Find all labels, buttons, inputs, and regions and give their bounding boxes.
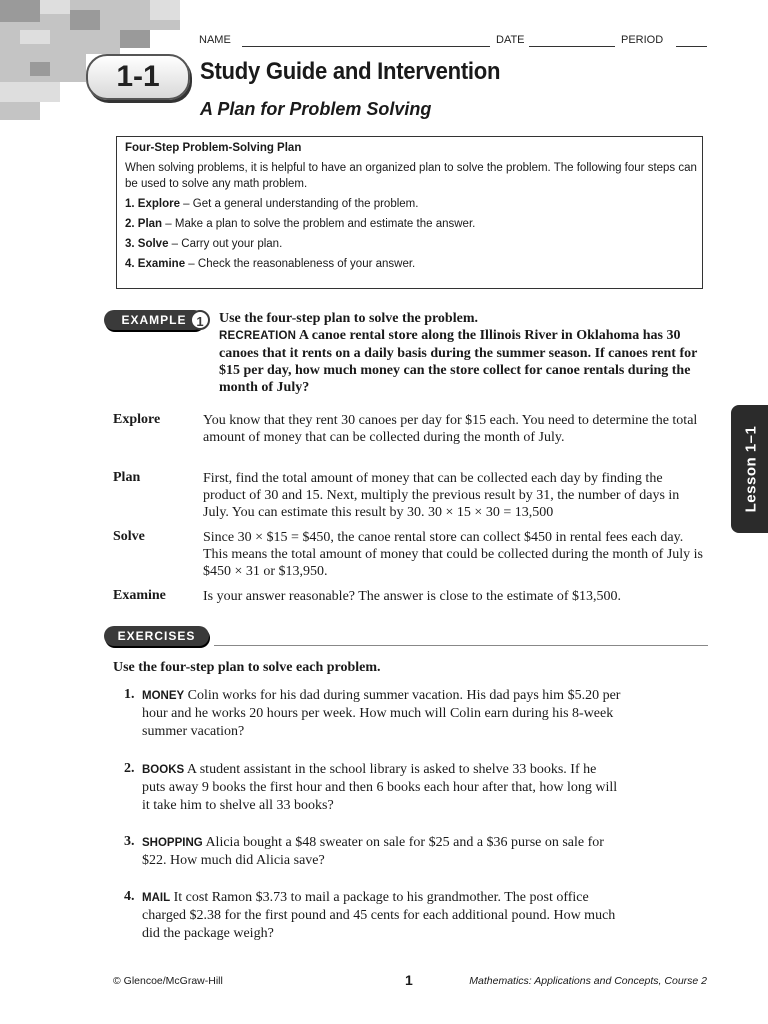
name-label: NAME bbox=[199, 34, 231, 46]
footer-book-title: Mathematics: Applications and Concepts, Course 2 bbox=[469, 975, 707, 987]
solution-step-label: Examine bbox=[113, 588, 166, 603]
exercise-number: 1. bbox=[124, 687, 135, 702]
example-problem bbox=[219, 310, 699, 396]
solution-step-text: First, find the total amount of money that can be collected each day by finding the product of 30 and 15. Next, multiply the previous result by 31, the number of days in July. You can estimate this result by 30. 30 × 15 × 30 = 13,500 bbox=[203, 471, 680, 520]
exercises-banner: EXERCISES bbox=[104, 626, 209, 646]
date-label: DATE bbox=[496, 34, 525, 46]
period-blank[interactable] bbox=[676, 46, 707, 47]
exercise-text: It cost Ramon $3.73 to mail a package to his grandmother. The post office charged $2.38 for the first pound and 45 cents for each additional pound. How much did the package weigh? bbox=[142, 890, 616, 941]
exercise-text: Alicia bought a $48 sweater on sale for $25 and a $36 purse on sale for $22. How much did Alicia save? bbox=[142, 835, 604, 868]
exercise-category: SHOPPING bbox=[142, 837, 203, 849]
plan-step: 2. Plan – Make a plan to solve the problem and estimate the answer. bbox=[125, 218, 476, 230]
exercise-text: Colin works for his dad during summer vacation. His dad pays him $5.20 per hour and he works 20 hours per week. How much will Colin earn during his 8-week summer vacation? bbox=[142, 688, 621, 739]
plan-step: 3. Solve – Carry out your plan. bbox=[125, 238, 283, 250]
plan-step-name: Plan bbox=[137, 218, 163, 230]
lesson-side-tab bbox=[731, 405, 768, 533]
solution-step-text: Since 30 × $15 = $450, the canoe rental store can collect $450 in rental fees each day. This means the total amount of money that could be collected during the month of July is $450 × 31 or $13,950. bbox=[203, 530, 704, 579]
example-category: RECREATION bbox=[219, 330, 297, 342]
exercise-category: MAIL bbox=[142, 892, 171, 904]
exercise-text: A student assistant in the school library is asked to shelve 33 books. If he puts away 9 books the first hour and then 6 books each hour after that, how long will it take him to shelve all 33 books? bbox=[142, 762, 618, 813]
solution-step-text: You know that they rent 30 canoes per day for $15 each. You need to determine the total amount of money that can be collected during the month of July. bbox=[203, 413, 698, 445]
lesson-number-badge: 1-1 bbox=[86, 54, 190, 100]
plan-step: 4. Examine – Check the reasonableness of your answer. bbox=[125, 258, 416, 270]
plan-step-name: Examine bbox=[137, 258, 186, 270]
exercise-item bbox=[142, 761, 622, 815]
exercise-category: BOOKS bbox=[142, 764, 185, 776]
page-number: 1 bbox=[405, 972, 413, 988]
plan-step-name: Solve bbox=[137, 238, 169, 250]
exercise-item bbox=[142, 889, 622, 943]
page-subtitle: A Plan for Problem Solving bbox=[200, 99, 432, 119]
solution-step-text: Is your answer reasonable? The answer is close to the estimate of $13,500. bbox=[203, 589, 622, 604]
exercise-category: MONEY bbox=[142, 690, 185, 702]
plan-step: 1. Explore – Get a general understanding of the problem. bbox=[125, 198, 419, 210]
four-step-plan-box bbox=[116, 136, 703, 289]
exercise-item bbox=[142, 687, 622, 741]
exercise-number: 3. bbox=[124, 834, 135, 849]
example-number: 1 bbox=[190, 310, 210, 330]
solution-step-label: Plan bbox=[113, 470, 141, 485]
exercise-item bbox=[142, 834, 622, 870]
exercise-number: 4. bbox=[124, 889, 135, 904]
plan-box-heading: Four-Step Problem-Solving Plan bbox=[125, 142, 302, 154]
name-blank[interactable] bbox=[242, 46, 490, 47]
page-title: Study Guide and Intervention bbox=[200, 58, 501, 85]
plan-step-name: Explore bbox=[137, 198, 180, 210]
period-label: PERIOD bbox=[621, 34, 664, 46]
exercise-number: 2. bbox=[124, 761, 135, 776]
footer-copyright: © Glencoe/McGraw-Hill bbox=[113, 975, 223, 987]
exercises-divider bbox=[214, 645, 708, 646]
example-problem-text: A canoe rental store along the Illinois River in Oklahoma has 30 canoes that it rents on a daily basis during the summer season. If canoes rent for $15 per day, how much money can the store collect for canoe rentals during the month of July? bbox=[219, 328, 698, 395]
example-banner: EXAMPLE bbox=[104, 310, 204, 330]
exercises-instructions: Use the four-step plan to solve each problem. bbox=[113, 660, 381, 675]
plan-box-intro: When solving problems, it is helpful to have an organized plan to solve the problem. The following four steps can be used to solve any math problem. bbox=[125, 162, 697, 190]
solution-step-label: Solve bbox=[113, 529, 145, 544]
lesson-side-tab-label: Lesson 1–1 bbox=[742, 425, 760, 513]
date-blank[interactable] bbox=[529, 46, 615, 47]
example-prompt: Use the four-step plan to solve the problem. bbox=[219, 311, 478, 326]
solution-step-label: Explore bbox=[113, 412, 161, 427]
